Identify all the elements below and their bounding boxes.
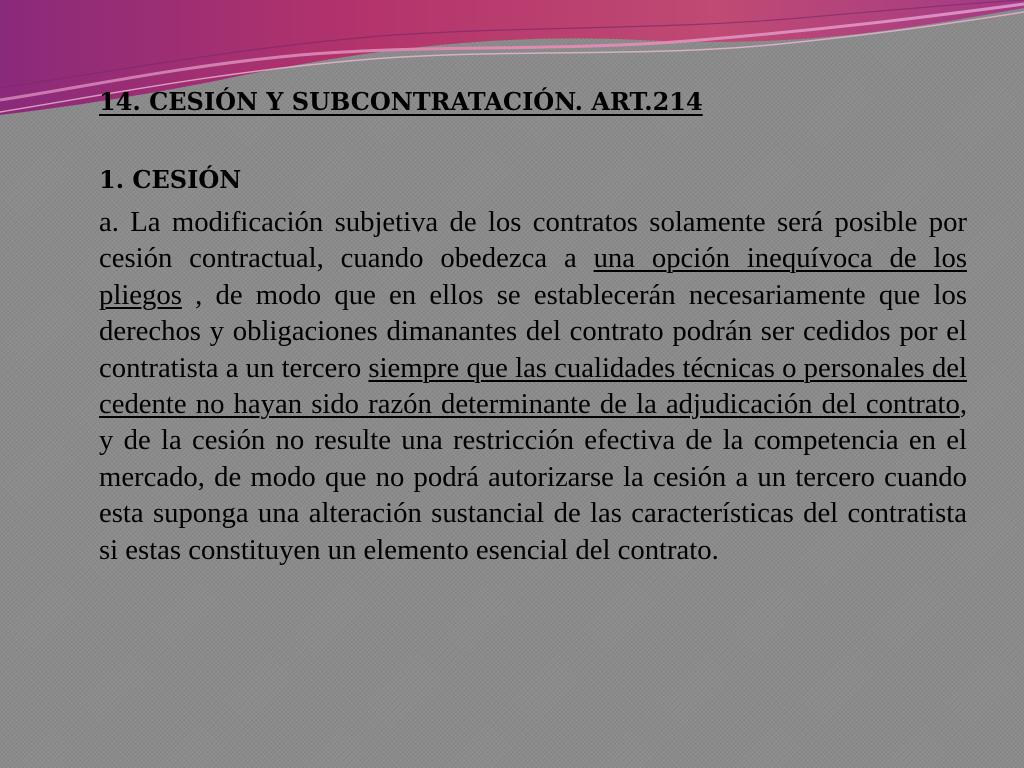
slide-content <box>99 82 967 568</box>
body-paragraph <box>99 204 967 568</box>
paragraph-segment: La modificación subjetiva de los contratos solamente será posible por cesión contractual, cuando obedezca a <box>99 206 967 275</box>
paragraph-marker: a. <box>99 206 119 238</box>
underlined-phrase: una opción inequívoca de los pliegos <box>99 242 967 311</box>
paragraph-segment: , y de la cesión no resulte una restricción efectiva de la competencia en el mercado, de modo que no podrá autorizarse la cesión a un tercero cuando esta suponga una alteración sustancial de las características del contratista si estas constituyen un elemento esencial del contrato. <box>99 388 967 566</box>
underlined-phrase: siempre que las cualidades técnicas o personales del cedente no hayan sido razón determinante de la adjudicación del contrato <box>99 351 967 421</box>
section-heading: 1. CESIÓN <box>99 165 242 194</box>
slide-title: 14. CESIÓN Y SUBCONTRATACIÓN. ART.214 <box>99 87 703 116</box>
paragraph-segment: , de modo que en ellos se establecerán necesariamente que los derechos y obligaciones dimanantes del contrato podrán ser cedidos por el contratista a un tercero <box>99 278 967 384</box>
